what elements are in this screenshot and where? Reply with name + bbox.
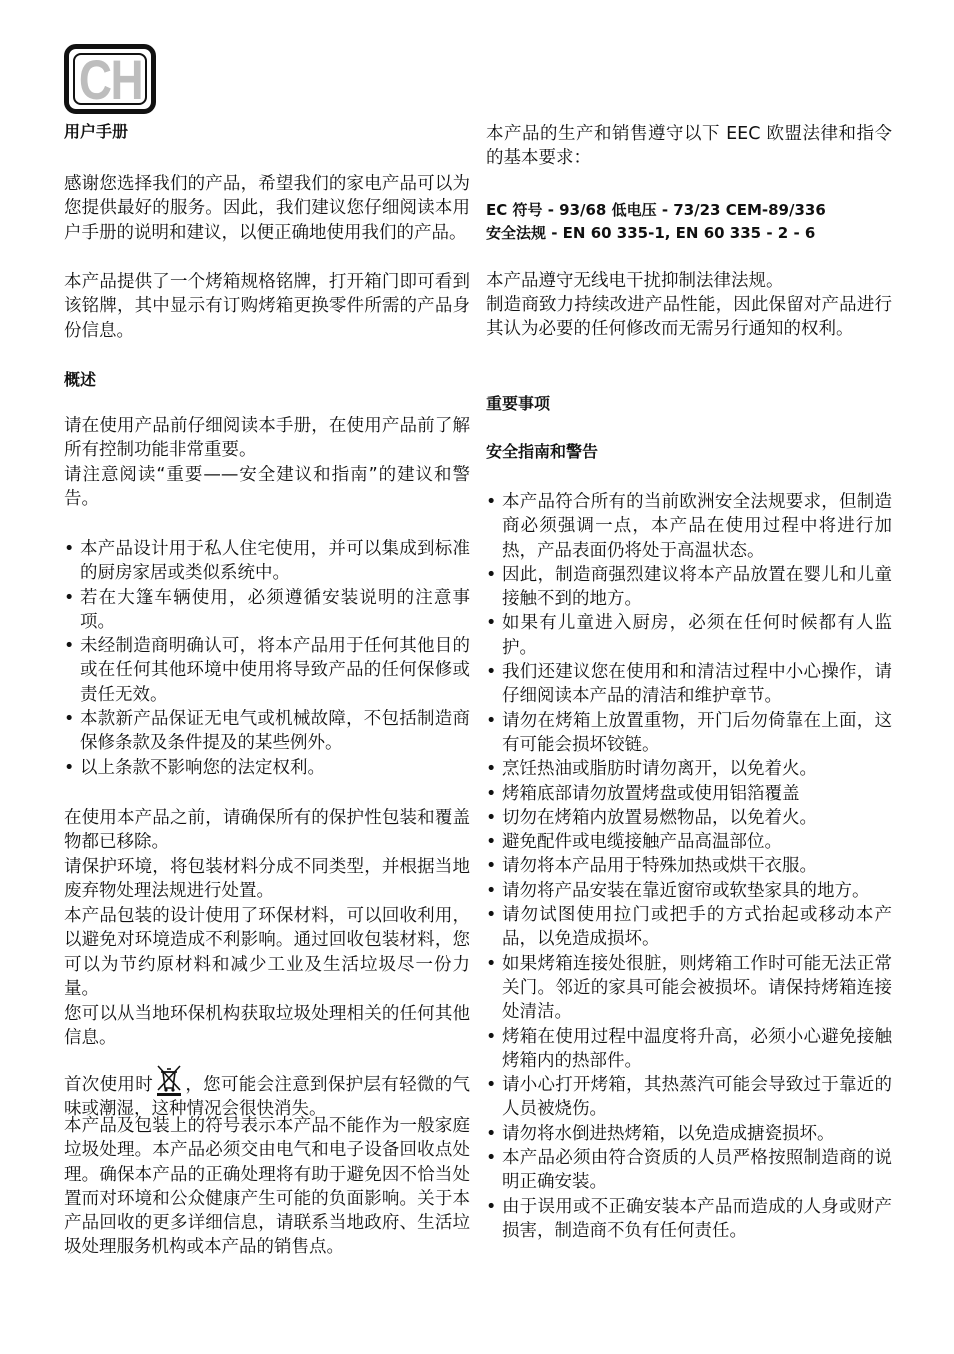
para-intro: 感谢您选择我们的产品，希望我们的家电产品可以为您提供最好的服务。因此，我们建议您仔细阅读本用户手册的说明和建议，以便正确地使用我们的产品。: [64, 174, 470, 243]
list-item: • 以上条款不影响您的法定权利。: [64, 756, 470, 780]
list-item: • 若在大篷车辆使用，必须遵循安装说明的注意事项。: [64, 586, 470, 635]
standards-line-1: EC 符号 - 93/68 低电压 - 73/23 CEM-89/336: [486, 201, 826, 219]
list-item: • 切勿在烤箱内放置易燃物品，以免着火。: [486, 806, 892, 830]
list-item: • 如果烤箱连接处很脏，则烤箱工作时可能无法正常关门。邻近的家具可能会被损坏。请保持烤箱连接处清洁。: [486, 952, 892, 1025]
list-item: • 请勿将本产品用于特殊加热或烘干衣服。: [486, 854, 892, 878]
list-item: • 由于误用或不正确安装本产品而造成的人身或财产损害，制造商不负有任何责任。: [486, 1195, 892, 1244]
list-item: • 请小心打开烤箱，其热蒸汽可能会导致过于靠近的人员被烧伤。: [486, 1073, 892, 1122]
heading-safety: 安全指南和警告: [486, 442, 599, 461]
heading-overview: 概述: [64, 370, 97, 389]
crossed-bin-icon: [155, 1064, 183, 1096]
first-use-text-a: 首次使用时: [64, 1075, 154, 1095]
list-item: • 请勿在烤箱上放置重物，开门后勿倚靠在上面，这有可能会损坏铰链。: [486, 709, 892, 758]
para-improve: 制造商致力持续改进产品性能，因此保留对产品进行其认为必要的任何修改而无需另行通知的权利。: [486, 295, 892, 340]
para-packaging: 在使用本产品之前，请确保所有的保护性包装和覆盖物都已移除。: [64, 808, 470, 853]
list-item: • 我们还建议您在使用和和清洁过程中小心操作，请仔细阅读本产品的清洁和维护章节。: [486, 660, 892, 709]
para-radio: 本产品遵守无线电干扰抑制法律法规。: [486, 271, 784, 291]
para-first-use: [64, 1064, 470, 1122]
list-item: • 本产品符合所有的当前欧洲安全法规要求，但制造商必须强调一点，本产品在使用过程中将进行加热，产品表面仍将处于高温状态。: [486, 490, 892, 563]
list-item: • 烹饪热油或脂肪时请勿离开，以免着火。: [486, 757, 892, 781]
badge-label: CH: [78, 48, 142, 111]
para-eec: 本产品的生产和销售遵守以下 EEC 欧盟法律和指令的基本要求：: [486, 124, 892, 169]
right-bullet-list: [486, 490, 892, 1243]
list-item: • 本产品必须由符合资质的人员严格按照制造商的说明正确安装。: [486, 1146, 892, 1195]
list-item: • 避免配件或电缆接触产品高温部位。: [486, 830, 892, 854]
first-use-text-b: ，您可能会注意到保护层有轻微的气味或潮湿，这种情况会很快消失。: [64, 1075, 471, 1120]
country-badge: [64, 44, 156, 114]
para-environment: 请保护环境，将包装材料分成不同类型，并根据当地废弃物处理法规进行处置。: [64, 857, 470, 902]
para-symbol: 本产品及包装上的符号表示本产品不能作为一般家庭垃圾处理。本产品必须交由电气和电子设备回收点处理。确保本产品的正确处理将有助于避免因不恰当处置而对环境和公众健康产生可能的负面影响。关于本产品回收的更多详细信息，请联系当地政府、生活垃圾处理服务机构或本产品的销售点。: [64, 1116, 470, 1258]
left-bullet-list: [64, 537, 470, 780]
list-item: • 请勿将产品安装在靠近窗帘或软垫家具的地方。: [486, 879, 892, 903]
heading-important: 重要事项: [486, 394, 551, 413]
list-item: • 如果有儿童进入厨房，必须在任何时候都有人监护。: [486, 611, 892, 660]
list-item: • 本款新产品保证无电气或机械故障，不包括制造商保修条款及条件提及的某些例外。: [64, 707, 470, 756]
list-item: • 因此，制造商强烈建议将本产品放置在婴儿和儿童接触不到的地方。: [486, 563, 892, 612]
para-safety-note: 请注意阅读“重要——安全建议和指南”的建议和警告。: [64, 465, 470, 510]
list-item: • 请勿将水倒进热烤箱，以免造成搪瓷损坏。: [486, 1122, 892, 1146]
para-read-manual: 请在使用产品前仔细阅读本手册，在使用产品前了解所有控制功能非常重要。: [64, 416, 470, 461]
standards-line-2: 安全法规 - EN 60 335-1, EN 60 335 - 2 - 6: [486, 224, 816, 242]
list-item: • 烤箱在使用过程中温度将升高，必须小心避免接触烤箱内的热部件。: [486, 1025, 892, 1074]
heading-user-manual: 用户手册: [64, 122, 129, 141]
list-item: • 未经制造商明确认可，将本产品用于任何其他目的或在任何其他环境中使用将导致产品的任何保修或责任无效。: [64, 634, 470, 707]
para-recycle: 本产品包装的设计使用了环保材料，可以回收利用，以避免对环境造成不利影响。通过回收包装材料，您可以为节约原材料和减少工业及生活垃圾尽一份力量。: [64, 906, 470, 999]
para-nameplate: 本产品提供了一个烤箱规格铭牌，打开箱门即可看到该铭牌，其中显示有订购烤箱更换零件所需的产品身份信息。: [64, 272, 470, 341]
para-disposal-info: 您可以从当地环保机构获取垃圾处理相关的任何其他信息。: [64, 1004, 470, 1049]
list-item: • 本产品设计用于私人住宅使用，并可以集成到标准的厨房家居或类似系统中。: [64, 537, 470, 586]
list-item: • 请勿试图使用拉门或把手的方式抬起或移动本产品，以免造成损坏。: [486, 903, 892, 952]
list-item: • 烤箱底部请勿放置烤盘或使用铝箔覆盖: [486, 782, 892, 806]
